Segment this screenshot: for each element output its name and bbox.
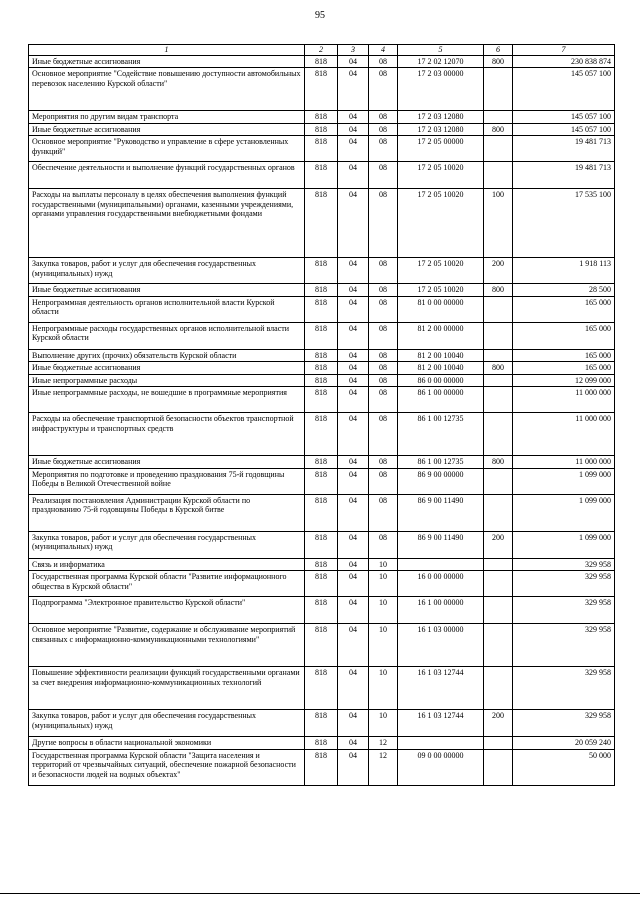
row-rz-cell: 04	[338, 123, 369, 136]
row-csr-cell: 17 2 05 00000	[398, 136, 484, 162]
table-row	[29, 624, 615, 667]
row-pr-cell: 08	[369, 456, 398, 469]
row-rz-cell: 04	[338, 162, 369, 189]
row-ved-cell: 818	[305, 558, 338, 571]
table-row	[29, 123, 615, 136]
table-row	[29, 456, 615, 469]
row-name-cell: Закупка товаров, работ и услуг для обеспечения государственных (муниципальных) нужд	[29, 258, 305, 284]
table-row	[29, 68, 615, 111]
row-ved-cell: 818	[305, 413, 338, 456]
row-ved-cell: 818	[305, 349, 338, 362]
row-rz-cell: 04	[338, 374, 369, 387]
row-pr-cell: 08	[369, 468, 398, 494]
table-row	[29, 413, 615, 456]
row-ved-cell: 818	[305, 296, 338, 322]
table-row	[29, 558, 615, 571]
row-name-cell: Повышение эффективности реализации функций государственными органами за счет внедрения информационно-коммуникационных технологий	[29, 667, 305, 710]
table-row	[29, 258, 615, 284]
table-row	[29, 710, 615, 737]
row-sum-cell: 12 099 000	[513, 374, 615, 387]
row-ved-cell: 818	[305, 111, 338, 124]
row-pr-cell: 12	[369, 749, 398, 785]
row-ved-cell: 818	[305, 189, 338, 258]
row-csr-cell: 86 1 00 12735	[398, 413, 484, 456]
row-pr-cell: 08	[369, 123, 398, 136]
row-sum-cell: 28 500	[513, 284, 615, 297]
row-name-cell: Государственная программа Курской области "Защита населения и территорий от чрезвычайных ситуаций, обеспечение пожарной безопасности и безопасности людей на водных объектах"	[29, 749, 305, 785]
row-name-cell: Мероприятия по другим видам транспорта	[29, 111, 305, 124]
row-pr-cell: 08	[369, 374, 398, 387]
table-row	[29, 362, 615, 375]
row-sum-cell: 165 000	[513, 322, 615, 349]
row-ved-cell: 818	[305, 68, 338, 111]
row-rz-cell: 04	[338, 710, 369, 737]
table-row	[29, 162, 615, 189]
row-rz-cell: 04	[338, 624, 369, 667]
row-rz-cell: 04	[338, 667, 369, 710]
row-csr-cell: 86 9 00 11490	[398, 531, 484, 558]
table-row	[29, 494, 615, 531]
row-ved-cell: 818	[305, 624, 338, 667]
row-vr-cell	[484, 111, 513, 124]
row-ved-cell: 818	[305, 55, 338, 68]
row-rz-cell: 04	[338, 531, 369, 558]
row-name-cell: Иные бюджетные ассигнования	[29, 362, 305, 375]
row-pr-cell: 10	[369, 624, 398, 667]
row-sum-cell: 329 958	[513, 571, 615, 597]
row-name-cell: Расходы на обеспечение транспортной безопасности объектов транспортной инфраструктуры и транспортных средств	[29, 413, 305, 456]
row-pr-cell: 12	[369, 737, 398, 750]
row-name-cell: Иные непрограммные расходы	[29, 374, 305, 387]
row-csr-cell: 17 2 03 12080	[398, 111, 484, 124]
row-rz-cell: 04	[338, 571, 369, 597]
row-pr-cell: 10	[369, 710, 398, 737]
row-sum-cell: 1 099 000	[513, 494, 615, 531]
row-sum-cell: 145 057 100	[513, 123, 615, 136]
row-rz-cell: 04	[338, 258, 369, 284]
bottom-rule	[0, 893, 640, 894]
row-pr-cell: 08	[369, 531, 398, 558]
header-col-6: 6	[484, 45, 513, 56]
row-ved-cell: 818	[305, 571, 338, 597]
row-vr-cell	[484, 667, 513, 710]
row-vr-cell	[484, 468, 513, 494]
table-row	[29, 597, 615, 624]
row-name-cell: Иные бюджетные ассигнования	[29, 123, 305, 136]
row-name-cell: Основное мероприятие "Содействие повышению доступности автомобильных перевозок населению Курской области"	[29, 68, 305, 111]
row-pr-cell: 08	[369, 55, 398, 68]
table-row	[29, 667, 615, 710]
row-name-cell: Основное мероприятие "Развитие, содержание и обслуживание мероприятий связанных с информационно-коммуникационными технологиями"	[29, 624, 305, 667]
row-rz-cell: 04	[338, 468, 369, 494]
row-vr-cell: 200	[484, 710, 513, 737]
row-name-cell: Связь и информатика	[29, 558, 305, 571]
row-pr-cell: 08	[369, 68, 398, 111]
row-rz-cell: 04	[338, 597, 369, 624]
row-vr-cell	[484, 374, 513, 387]
row-pr-cell: 08	[369, 189, 398, 258]
row-rz-cell: 04	[338, 136, 369, 162]
row-ved-cell: 818	[305, 322, 338, 349]
row-csr-cell: 17 2 03 12080	[398, 123, 484, 136]
row-ved-cell: 818	[305, 597, 338, 624]
row-vr-cell: 800	[484, 456, 513, 469]
row-csr-cell: 17 2 02 12070	[398, 55, 484, 68]
row-name-cell: Выполнение других (прочих) обязательств Курской области	[29, 349, 305, 362]
row-ved-cell: 818	[305, 362, 338, 375]
row-pr-cell: 08	[369, 258, 398, 284]
row-vr-cell	[484, 597, 513, 624]
row-sum-cell: 1 099 000	[513, 531, 615, 558]
row-pr-cell: 08	[369, 296, 398, 322]
header-col-3: 3	[338, 45, 369, 56]
row-vr-cell: 100	[484, 189, 513, 258]
row-csr-cell: 16 0 00 00000	[398, 571, 484, 597]
row-csr-cell: 17 2 05 10020	[398, 162, 484, 189]
row-rz-cell: 04	[338, 55, 369, 68]
row-pr-cell: 08	[369, 284, 398, 297]
row-vr-cell	[484, 624, 513, 667]
header-col-5: 5	[398, 45, 484, 56]
row-name-cell: Обеспечение деятельности и выполнение функций государственных органов	[29, 162, 305, 189]
row-vr-cell	[484, 387, 513, 413]
row-ved-cell: 818	[305, 494, 338, 531]
row-sum-cell: 329 958	[513, 558, 615, 571]
row-csr-cell: 86 1 00 00000	[398, 387, 484, 413]
row-vr-cell: 200	[484, 531, 513, 558]
row-csr-cell: 17 2 05 10020	[398, 258, 484, 284]
row-sum-cell: 165 000	[513, 362, 615, 375]
row-pr-cell: 10	[369, 571, 398, 597]
row-sum-cell: 329 958	[513, 667, 615, 710]
row-csr-cell: 81 2 00 10040	[398, 362, 484, 375]
row-vr-cell: 800	[484, 55, 513, 68]
row-rz-cell: 04	[338, 413, 369, 456]
row-ved-cell: 818	[305, 710, 338, 737]
row-vr-cell	[484, 494, 513, 531]
row-sum-cell: 11 000 000	[513, 413, 615, 456]
table-row	[29, 322, 615, 349]
row-ved-cell: 818	[305, 258, 338, 284]
row-sum-cell: 19 481 713	[513, 162, 615, 189]
row-name-cell: Расходы на выплаты персоналу в целях обеспечения выполнения функций государственными (муниципальными) органами, казенными учреждениями, органами управления государственными внебюджетными фондами	[29, 189, 305, 258]
row-ved-cell: 818	[305, 123, 338, 136]
row-csr-cell: 17 2 05 10020	[398, 189, 484, 258]
row-vr-cell	[484, 737, 513, 750]
row-pr-cell: 08	[369, 362, 398, 375]
table-row	[29, 111, 615, 124]
table-row	[29, 468, 615, 494]
row-vr-cell	[484, 162, 513, 189]
row-sum-cell: 230 838 874	[513, 55, 615, 68]
row-rz-cell: 04	[338, 68, 369, 111]
row-csr-cell: 86 1 00 12735	[398, 456, 484, 469]
row-csr-cell: 81 0 00 00000	[398, 296, 484, 322]
row-ved-cell: 818	[305, 737, 338, 750]
row-csr-cell: 86 0 00 00000	[398, 374, 484, 387]
row-vr-cell	[484, 349, 513, 362]
row-pr-cell: 10	[369, 558, 398, 571]
row-pr-cell: 08	[369, 162, 398, 189]
row-rz-cell: 04	[338, 189, 369, 258]
row-csr-cell: 16 1 03 12744	[398, 710, 484, 737]
row-sum-cell: 329 958	[513, 624, 615, 667]
row-ved-cell: 818	[305, 531, 338, 558]
table-row	[29, 55, 615, 68]
row-vr-cell: 200	[484, 258, 513, 284]
row-name-cell: Иные бюджетные ассигнования	[29, 456, 305, 469]
row-rz-cell: 04	[338, 111, 369, 124]
row-rz-cell: 04	[338, 322, 369, 349]
row-csr-cell	[398, 558, 484, 571]
row-sum-cell: 17 535 100	[513, 189, 615, 258]
table-row	[29, 136, 615, 162]
row-vr-cell	[484, 296, 513, 322]
table-row	[29, 749, 615, 785]
row-sum-cell: 19 481 713	[513, 136, 615, 162]
row-name-cell: Государственная программа Курской области "Развитие информационного общества в Курской области"	[29, 571, 305, 597]
row-rz-cell: 04	[338, 349, 369, 362]
table-body	[29, 55, 615, 785]
row-name-cell: Основное мероприятие "Руководство и управление в сфере установленных функций"	[29, 136, 305, 162]
header-col-7: 7	[513, 45, 615, 56]
row-vr-cell	[484, 68, 513, 111]
row-sum-cell: 165 000	[513, 296, 615, 322]
row-ved-cell: 818	[305, 667, 338, 710]
row-vr-cell	[484, 322, 513, 349]
row-csr-cell: 16 1 03 12744	[398, 667, 484, 710]
header-col-1: 1	[29, 45, 305, 56]
row-pr-cell: 08	[369, 349, 398, 362]
row-sum-cell: 329 958	[513, 597, 615, 624]
row-rz-cell: 04	[338, 737, 369, 750]
row-name-cell: Иные бюджетные ассигнования	[29, 284, 305, 297]
row-ved-cell: 818	[305, 749, 338, 785]
table-row	[29, 571, 615, 597]
row-sum-cell: 1 099 000	[513, 468, 615, 494]
row-pr-cell: 08	[369, 322, 398, 349]
row-name-cell: Мероприятия по подготовке и проведению празднования 75-й годовщины Победы в Великой Отечественной войне	[29, 468, 305, 494]
row-name-cell: Реализация постановления Администрации Курской области по празднованию 75-й годовщины Победы в Курской битве	[29, 494, 305, 531]
row-csr-cell: 81 2 00 10040	[398, 349, 484, 362]
row-ved-cell: 818	[305, 456, 338, 469]
row-csr-cell: 81 2 00 00000	[398, 322, 484, 349]
row-sum-cell: 165 000	[513, 349, 615, 362]
row-name-cell: Закупка товаров, работ и услуг для обеспечения государственных (муниципальных) нужд	[29, 531, 305, 558]
table-header-row	[29, 45, 615, 56]
row-csr-cell: 86 9 00 00000	[398, 468, 484, 494]
row-name-cell: Иные непрограммные расходы, не вошедшие в программные мероприятия	[29, 387, 305, 413]
row-sum-cell: 20 059 240	[513, 737, 615, 750]
row-sum-cell: 1 918 113	[513, 258, 615, 284]
page-number: 95	[315, 10, 325, 21]
row-vr-cell: 800	[484, 123, 513, 136]
row-name-cell: Непрограммные расходы государственных органов исполнительной власти Курской области	[29, 322, 305, 349]
row-vr-cell	[484, 136, 513, 162]
budget-table	[28, 44, 615, 786]
table-row	[29, 531, 615, 558]
row-csr-cell: 09 0 00 00000	[398, 749, 484, 785]
row-sum-cell: 329 958	[513, 710, 615, 737]
row-sum-cell: 11 000 000	[513, 456, 615, 469]
row-sum-cell: 145 057 100	[513, 68, 615, 111]
row-vr-cell: 800	[484, 284, 513, 297]
row-csr-cell: 16 1 03 00000	[398, 624, 484, 667]
row-pr-cell: 08	[369, 413, 398, 456]
row-vr-cell	[484, 571, 513, 597]
row-rz-cell: 04	[338, 456, 369, 469]
row-name-cell: Закупка товаров, работ и услуг для обеспечения государственных (муниципальных) нужд	[29, 710, 305, 737]
table-row	[29, 296, 615, 322]
row-vr-cell	[484, 558, 513, 571]
row-rz-cell: 04	[338, 284, 369, 297]
row-pr-cell: 08	[369, 136, 398, 162]
table-row	[29, 349, 615, 362]
row-rz-cell: 04	[338, 296, 369, 322]
row-rz-cell: 04	[338, 558, 369, 571]
row-pr-cell: 08	[369, 387, 398, 413]
row-pr-cell: 08	[369, 111, 398, 124]
table-row	[29, 374, 615, 387]
row-ved-cell: 818	[305, 136, 338, 162]
row-name-cell: Другие вопросы в области национальной экономики	[29, 737, 305, 750]
row-vr-cell	[484, 413, 513, 456]
header-col-4: 4	[369, 45, 398, 56]
row-name-cell: Иные бюджетные ассигнования	[29, 55, 305, 68]
row-pr-cell: 08	[369, 494, 398, 531]
row-rz-cell: 04	[338, 362, 369, 375]
row-csr-cell: 16 1 00 00000	[398, 597, 484, 624]
row-ved-cell: 818	[305, 284, 338, 297]
row-vr-cell: 800	[484, 362, 513, 375]
row-csr-cell	[398, 737, 484, 750]
row-ved-cell: 818	[305, 162, 338, 189]
header-col-2: 2	[305, 45, 338, 56]
table-row	[29, 387, 615, 413]
row-vr-cell	[484, 749, 513, 785]
row-rz-cell: 04	[338, 387, 369, 413]
row-sum-cell: 50 000	[513, 749, 615, 785]
row-name-cell: Подпрограмма "Электронное правительство Курской области"	[29, 597, 305, 624]
table-row	[29, 189, 615, 258]
row-sum-cell: 145 057 100	[513, 111, 615, 124]
row-rz-cell: 04	[338, 749, 369, 785]
row-pr-cell: 10	[369, 597, 398, 624]
row-ved-cell: 818	[305, 374, 338, 387]
row-ved-cell: 818	[305, 468, 338, 494]
row-ved-cell: 818	[305, 387, 338, 413]
table-row	[29, 737, 615, 750]
row-csr-cell: 86 9 00 11490	[398, 494, 484, 531]
row-csr-cell: 17 2 03 00000	[398, 68, 484, 111]
row-name-cell: Непрограммная деятельность органов исполнительной власти Курской области	[29, 296, 305, 322]
table-row	[29, 284, 615, 297]
row-pr-cell: 10	[369, 667, 398, 710]
row-sum-cell: 11 000 000	[513, 387, 615, 413]
row-csr-cell: 17 2 05 10020	[398, 284, 484, 297]
row-rz-cell: 04	[338, 494, 369, 531]
